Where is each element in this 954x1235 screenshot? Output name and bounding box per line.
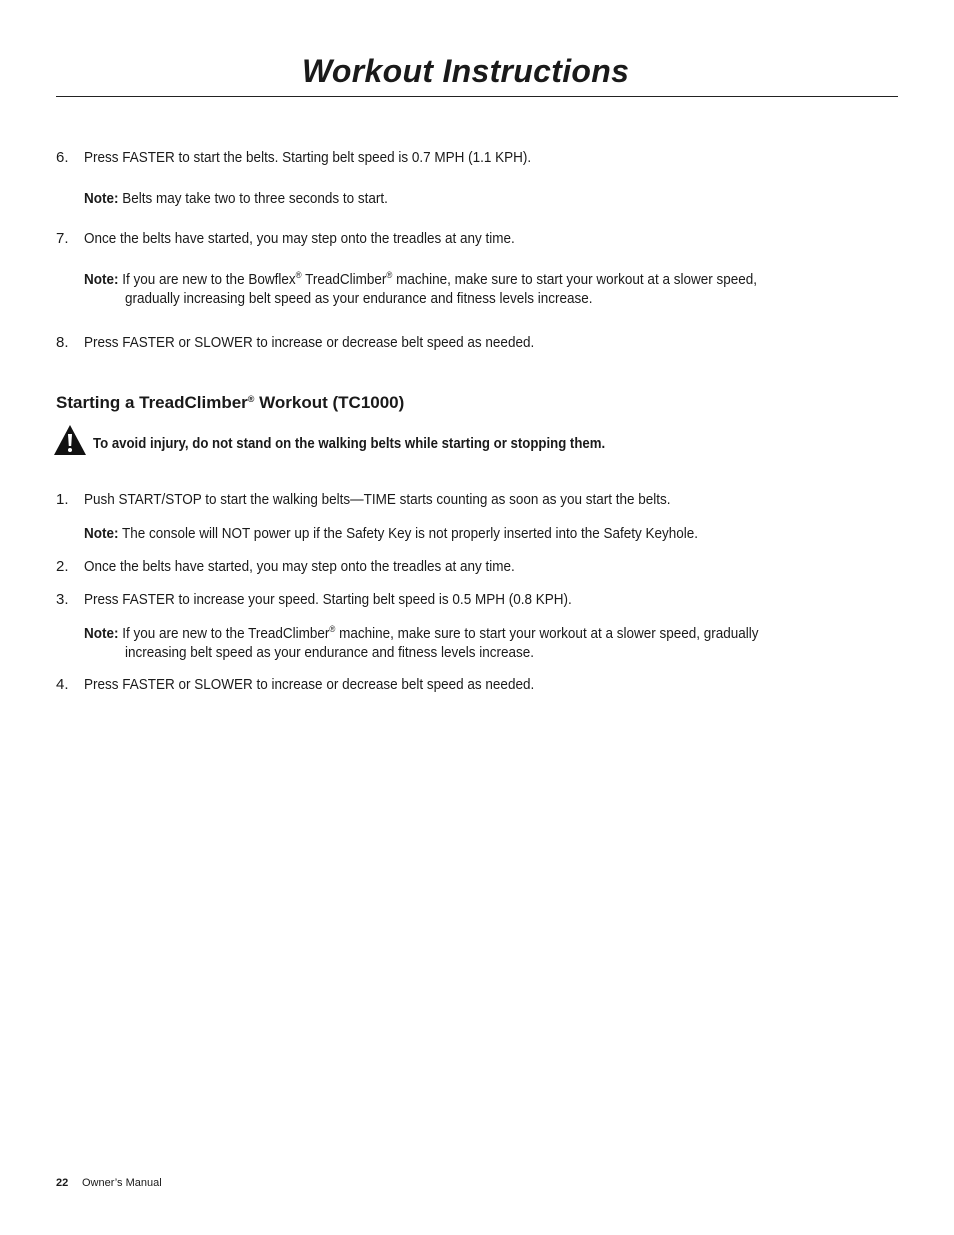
step-text: Press FASTER or SLOWER to increase or decrease belt speed as needed. [84, 334, 535, 351]
title-divider [56, 96, 898, 97]
note-text: If you are new to the TreadClimber [122, 625, 330, 642]
note-text: Belts may take two to three seconds to start. [122, 190, 388, 207]
note-text: machine, make sure to start your workout at a slower speed, [392, 271, 758, 288]
note-label: Note: [84, 625, 119, 642]
heading-text: Starting a TreadClimber [56, 393, 248, 412]
note [84, 524, 698, 543]
registered-mark: ® [329, 624, 336, 634]
page-number: 22 [56, 1177, 69, 1189]
step-text: Once the belts have started, you may step onto the treadles at any time. [84, 230, 515, 247]
note-label: Note: [84, 525, 119, 542]
section-heading [56, 393, 404, 413]
note-label: Note: [84, 190, 119, 207]
note-text: The console will NOT power up if the Safety Key is not properly inserted into the Safety Keyhole. [122, 525, 699, 542]
step-number: 2. [56, 558, 69, 575]
note-label: Note: [84, 271, 119, 288]
page-title: Workout Instructions [302, 53, 630, 89]
step-number: 3. [56, 591, 69, 608]
step-text: Press FASTER to increase your speed. Starting belt speed is 0.5 MPH (0.8 KPH). [84, 591, 572, 608]
warning-text: To avoid injury, do not stand on the walking belts while starting or stopping them. [93, 435, 606, 452]
note-continuation: increasing belt speed as your endurance and fitness levels increase. [125, 644, 535, 661]
step-number: 7. [56, 230, 69, 247]
registered-mark: ® [386, 270, 393, 280]
note [84, 624, 759, 643]
note-text: machine, make sure to start your workout at a slower speed, gradually [335, 625, 759, 642]
note [84, 270, 757, 289]
step-text: Push START/STOP to start the walking belts—TIME starts counting as soon as you start the belts. [84, 491, 671, 508]
heading-text: Workout (TC1000) [254, 393, 405, 412]
note-text: TreadClimber [301, 271, 387, 288]
registered-mark: ® [247, 394, 255, 404]
step-number: 4. [56, 676, 69, 693]
footer-label: Owner’s Manual [82, 1177, 162, 1189]
step-text: Once the belts have started, you may step onto the treadles at any time. [84, 558, 515, 575]
step-text: Press FASTER to start the belts. Starting belt speed is 0.7 MPH (1.1 KPH). [84, 149, 532, 166]
step-number: 8. [56, 334, 69, 351]
warning-triangle-icon [53, 424, 87, 456]
note-text: If you are new to the Bowflex [122, 271, 296, 288]
step-text: Press FASTER or SLOWER to increase or decrease belt speed as needed. [84, 676, 535, 693]
note [84, 189, 388, 208]
step-number: 6. [56, 149, 69, 166]
note-continuation: gradually increasing belt speed as your endurance and fitness levels increase. [125, 290, 593, 307]
step-number: 1. [56, 491, 69, 508]
registered-mark: ® [295, 270, 302, 280]
